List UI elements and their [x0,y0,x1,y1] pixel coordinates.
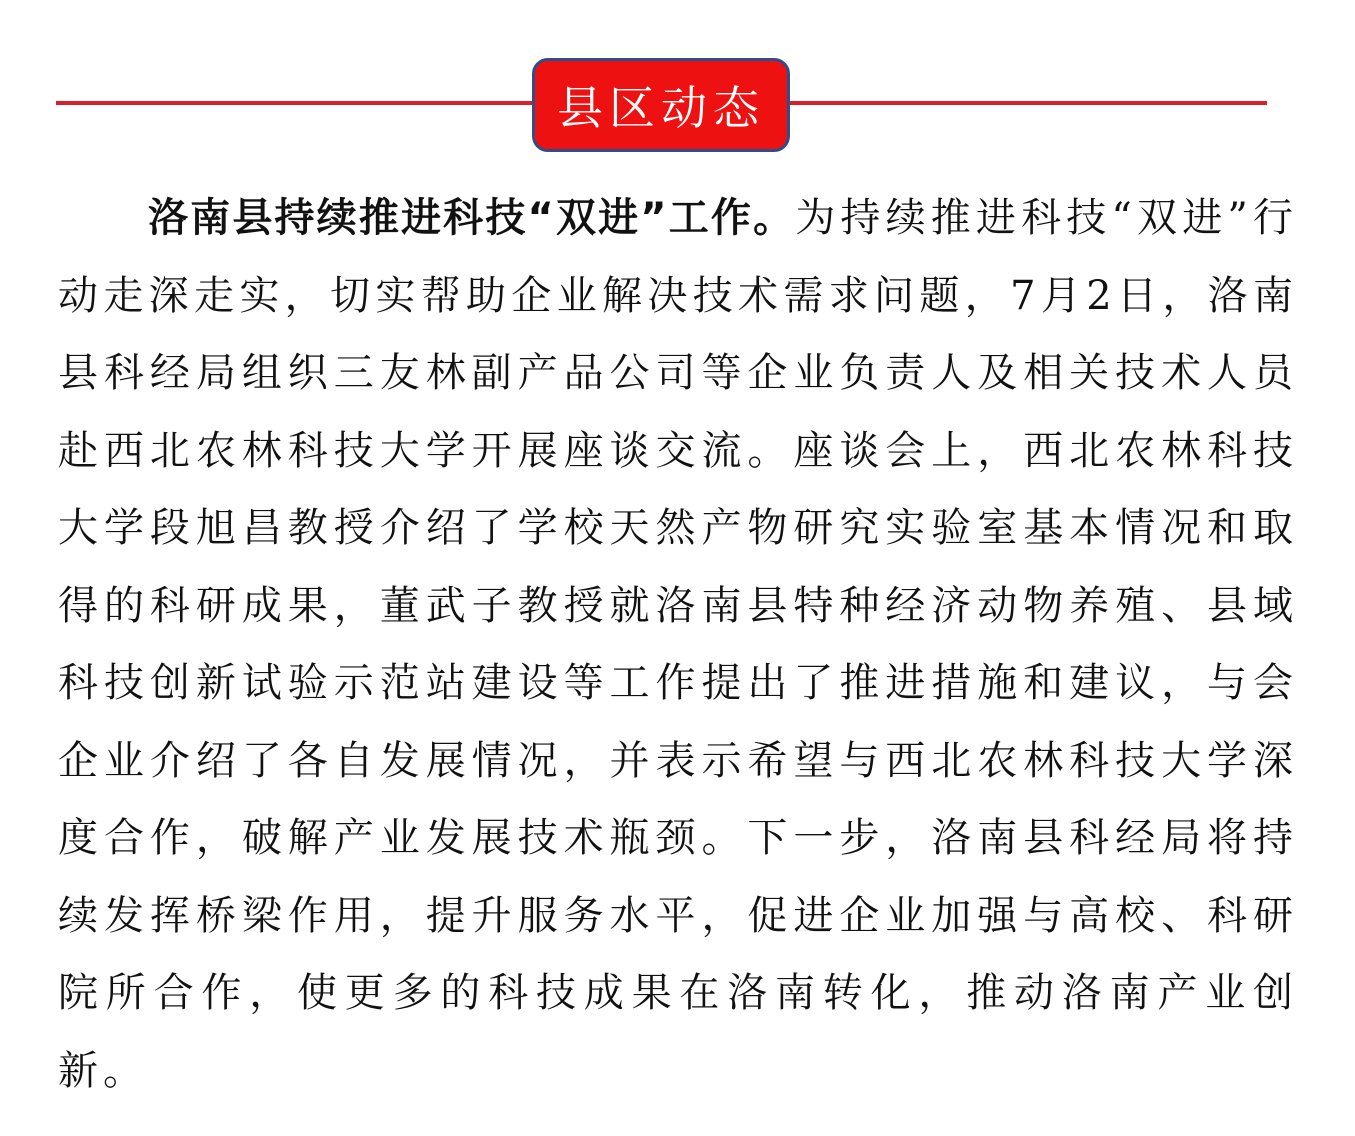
article-paragraph [58,180,1298,1110]
article-body: 为持续推进科技“双进”行动走深走实，切实帮助企业解决技术需求问题，7月2日，洛南县科经局组织三友林副产品公司等企业负责人及相关技术人员赴西北农林科技大学开展座谈交流。座谈会上，西北农林科技大学段旭昌教授介绍了学校天然产物研究实验室基本情况和取得的科研成果，董武子教授就洛南县特种经济动物养殖、县域科技创新试验示范站建设等工作提出了推进措施和建议，与会企业介绍了各自发展情况，并表示希望与西北农林科技大学深度合作，破解产业发展技术瓶颈。下一步，洛南县科经局将持续发挥桥梁作用，提升服务水平，促进企业加强与高校、科研院所合作，使更多的科技成果在洛南转化，推动洛南产业创新。 [58,195,1299,1094]
header-rule-right [787,101,1267,105]
section-title: 县区动态 [557,81,765,135]
section-badge [532,58,790,152]
header-rule-left [56,101,538,105]
article-headline: 洛南县持续推进科技“双进”工作。 [148,195,796,241]
